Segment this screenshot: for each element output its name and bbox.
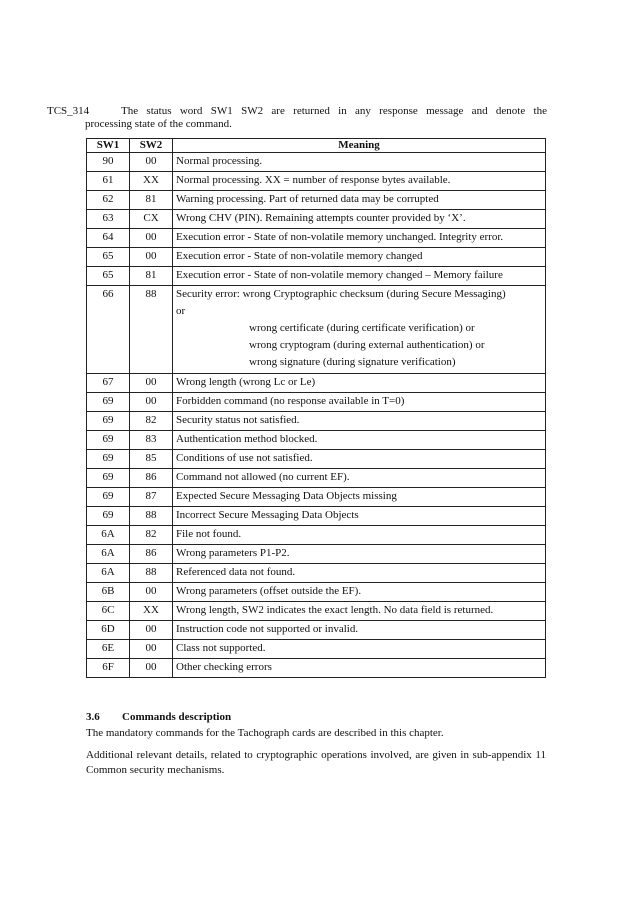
meaning-sub-item: wrong certificate (during certificate verification) or	[249, 322, 475, 334]
cell-meaning	[173, 286, 546, 374]
meaning-main-text: Security error: wrong Cryptographic checksum (during Secure Messaging)	[176, 288, 506, 300]
cell-sw1: 69	[87, 412, 130, 431]
cell-sw1: 63	[87, 210, 130, 229]
cell-sw2: 88	[130, 507, 173, 526]
cell-sw2: XX	[130, 172, 173, 191]
table-row	[87, 393, 546, 412]
cell-sw1: 6A	[87, 545, 130, 564]
cell-sw2: 00	[130, 153, 173, 172]
cell-sw1: 69	[87, 393, 130, 412]
cell-sw2: 00	[130, 374, 173, 393]
cell-sw2: 00	[130, 583, 173, 602]
cell-meaning: Wrong length (wrong Lc or Le)	[173, 374, 546, 393]
cell-sw1: 6B	[87, 583, 130, 602]
table-row	[87, 374, 546, 393]
cell-meaning: Authentication method blocked.	[173, 431, 546, 450]
cell-meaning: Instruction code not supported or invalid.	[173, 621, 546, 640]
cell-sw1: 62	[87, 191, 130, 210]
cell-meaning: Forbidden command (no response available in T=0)	[173, 393, 546, 412]
cell-sw1: 6E	[87, 640, 130, 659]
table-row	[87, 545, 546, 564]
cell-sw2: 00	[130, 393, 173, 412]
cell-meaning: Wrong parameters (offset outside the EF).	[173, 583, 546, 602]
cell-sw1: 69	[87, 507, 130, 526]
cell-sw2: 00	[130, 248, 173, 267]
cell-sw2: 81	[130, 267, 173, 286]
cell-sw1: 6D	[87, 621, 130, 640]
cell-meaning: Warning processing. Part of returned data may be corrupted	[173, 191, 546, 210]
cell-sw2: 87	[130, 488, 173, 507]
table-row	[87, 248, 546, 267]
meaning-or-text: or	[176, 305, 186, 317]
table-row	[87, 488, 546, 507]
section-3-6	[86, 711, 546, 785]
cell-sw2: 82	[130, 526, 173, 545]
cell-sw2: 81	[130, 191, 173, 210]
section-number: 3.6	[86, 711, 100, 723]
cell-sw1: 6C	[87, 602, 130, 621]
meaning-sub-item: wrong cryptogram (during external authentication) or	[249, 339, 485, 351]
section-title: Commands description	[122, 711, 232, 723]
cell-sw1: 64	[87, 229, 130, 248]
cell-sw2: 00	[130, 229, 173, 248]
table-row	[87, 191, 546, 210]
cell-sw1: 66	[87, 286, 130, 374]
header-meaning: Meaning	[173, 139, 546, 153]
cell-meaning: Other checking errors	[173, 659, 546, 678]
table-row	[87, 507, 546, 526]
cell-sw1: 65	[87, 267, 130, 286]
table-header-row	[87, 139, 546, 153]
status-word-table	[86, 138, 546, 678]
cell-sw2: 83	[130, 431, 173, 450]
table-row	[87, 640, 546, 659]
table-row	[87, 229, 546, 248]
cell-meaning: Command not allowed (no current EF).	[173, 469, 546, 488]
table-row	[87, 621, 546, 640]
cell-sw2: 00	[130, 640, 173, 659]
table-row	[87, 469, 546, 488]
requirement-text-line2: processing state of the command.	[85, 118, 232, 130]
cell-meaning: Class not supported.	[173, 640, 546, 659]
cell-sw2: 88	[130, 286, 173, 374]
table-row	[87, 267, 546, 286]
cell-sw2: 82	[130, 412, 173, 431]
cell-meaning: Execution error - State of non-volatile memory unchanged. Integrity error.	[173, 229, 546, 248]
cell-sw1: 67	[87, 374, 130, 393]
cell-meaning: Wrong length, SW2 indicates the exact length. No data field is returned.	[173, 602, 546, 621]
cell-sw1: 6A	[87, 526, 130, 545]
section-heading	[86, 711, 546, 724]
cell-meaning: Execution error - State of non-volatile memory changed	[173, 248, 546, 267]
cell-sw2: 00	[130, 621, 173, 640]
cell-sw1: 6A	[87, 564, 130, 583]
table-row	[87, 172, 546, 191]
cell-sw1: 6F	[87, 659, 130, 678]
section-paragraph-2: Additional relevant details, related to cryptographic operations involved, are given in sub-appendix 11 Common security mechanisms.	[86, 749, 546, 776]
header-sw1: SW1	[87, 139, 130, 153]
cell-sw2: CX	[130, 210, 173, 229]
cell-sw1: 69	[87, 450, 130, 469]
cell-meaning: Referenced data not found.	[173, 564, 546, 583]
section-paragraph-1: The mandatory commands for the Tachograph cards are described in this chapter.	[86, 727, 444, 739]
cell-sw2: 86	[130, 545, 173, 564]
cell-meaning: Conditions of use not satisfied.	[173, 450, 546, 469]
cell-meaning: Security status not satisfied.	[173, 412, 546, 431]
table-row	[87, 431, 546, 450]
table-row	[87, 450, 546, 469]
cell-sw2: 86	[130, 469, 173, 488]
table-row	[87, 564, 546, 583]
table-row	[87, 153, 546, 172]
cell-meaning: Normal processing.	[173, 153, 546, 172]
cell-sw1: 90	[87, 153, 130, 172]
cell-sw2: XX	[130, 602, 173, 621]
requirement-id: TCS_314	[47, 105, 90, 117]
table-row	[87, 526, 546, 545]
cell-meaning: Wrong CHV (PIN). Remaining attempts counter provided by ‘X’.	[173, 210, 546, 229]
cell-meaning: Expected Secure Messaging Data Objects missing	[173, 488, 546, 507]
table-row	[87, 412, 546, 431]
cell-meaning: Wrong parameters P1-P2.	[173, 545, 546, 564]
table-row	[87, 602, 546, 621]
table-row	[87, 583, 546, 602]
cell-meaning: File not found.	[173, 526, 546, 545]
table-row	[87, 210, 546, 229]
header-sw2: SW2	[130, 139, 173, 153]
cell-sw2: 88	[130, 564, 173, 583]
requirement-text-line1: The status word SW1 SW2 are returned in any response message and denote the	[121, 105, 547, 117]
meaning-sub-item: wrong signature (during signature verification)	[249, 356, 456, 368]
cell-sw1: 69	[87, 488, 130, 507]
cell-sw1: 69	[87, 469, 130, 488]
cell-sw2: 00	[130, 659, 173, 678]
cell-meaning: Execution error - State of non-volatile memory changed – Memory failure	[173, 267, 546, 286]
cell-sw1: 61	[87, 172, 130, 191]
cell-meaning: Incorrect Secure Messaging Data Objects	[173, 507, 546, 526]
cell-sw2: 85	[130, 450, 173, 469]
table-row	[87, 286, 546, 374]
table-row	[87, 659, 546, 678]
cell-sw1: 65	[87, 248, 130, 267]
cell-sw1: 69	[87, 431, 130, 450]
cell-meaning: Normal processing. XX = number of response bytes available.	[173, 172, 546, 191]
table-body	[87, 153, 546, 678]
requirement-paragraph	[47, 105, 547, 131]
